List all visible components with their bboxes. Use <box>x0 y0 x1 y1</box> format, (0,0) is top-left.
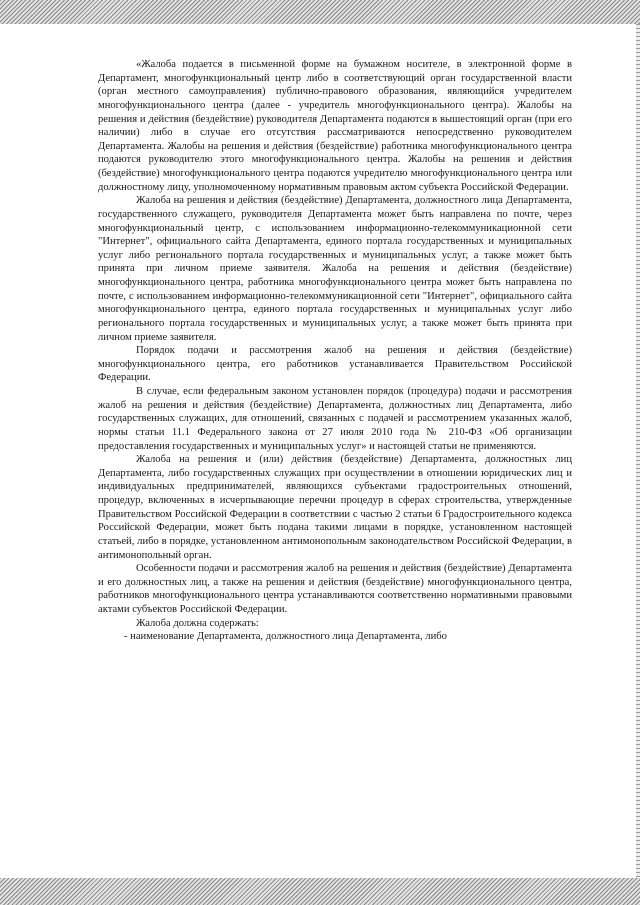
scan-edge-top <box>0 0 640 24</box>
paragraph-mfc-procedure: Порядок подачи и рассмотрения жалоб на решения и действия (бездействие) многофункционального центра, его работников устанавливается Правительством Российской Федерации. <box>98 345 572 384</box>
paragraph-urban-planning: Жалоба на решения и (или) действия (бездействие) Департамента, должностных лиц Департамента, либо государственных служащих при осуществлении в отношении юридических лиц и индивидуальных предпринимателей, являющихся субъектами градостроительных отношений, процедур, включенных в исчерпывающие перечни процедур в сферах строительства, утвержденные Правительством Российской Федерации в соответствии с частью 2 статьи 6 Градостроительного кодекса Российской Федерации, может быть подана такими лицами в порядке, установленном настоящей статьей, либо в порядке, установленном антимонопольным законодательством Российской Федерации, в антимонопольный орган. <box>98 454 572 561</box>
paragraph-special-rules: Особенности подачи и рассмотрения жалоб на решения и действия (бездействие) Департамента и его должностных лиц, а также на решения и действия (бездействие) многофункционального центра, работников многофункционального центра устанавливаются соответственно нормативными правовыми актами субъектов Российской Федерации. <box>98 563 572 615</box>
list-item: - наименование Департамента, должностного лица Департамента, либо <box>124 631 447 643</box>
paragraph-complaint-contents: Жалоба должна содержать: <box>136 617 259 629</box>
paragraph-federal-law: В случае, если федеральным законом установлен порядок (процедура) подачи и рассмотрения жалоб на решения и действия (бездействие) Департамента, должностных лиц Департамента, либо государственных служащих, для отношений, связанных с подачей и рассмотрением указанных жалоб, нормы статьи 11.1 Федерального закона от 27 июля 2010 года № 210-ФЗ «Об организации предоставления государственных и муниципальных услуг» и настоящей статьи не применяются. <box>98 386 572 452</box>
document-body <box>98 58 572 644</box>
scan-edge-bottom <box>0 878 640 905</box>
paragraph-complaint-channels: Жалоба на решения и действия (бездействие) Департамента, должностного лица Департамента, государственного служащего, руководителя Департамента может быть направлена по почте, через многофункциональный центр, с использованием информационно-телекоммуникационной сети "Интернет", официального сайта Департамента, единого портала государственных и муниципальных услуг либо регионального портала государственных и муниципальных услуг, а также может быть принята при личном приеме заявителя. Жалоба на решения и действия (бездействие) многофункционального центра, работника многофункционального центра может быть направлена по почте, с использованием информационно-телекоммуникационной сети "Интернет", официального сайта многофункционального центра, единого портала государственных и муниципальных услуг либо регионального портала государственных и муниципальных услуг, а также может быть принята при личном приеме заявителя. <box>98 195 572 343</box>
paragraph-complaint-form: «Жалоба подается в письменной форме на бумажном носителе, в электронной форме в Департамент, многофункциональный центр либо в соответствующий орган государственной власти (орган местного самоуправления) публично-правового образования, являющийся учредителем многофункционального центра (далее - учредитель многофункционального центра). Жалобы на решения и действия (бездействие) руководителя Департамента подаются в вышестоящий орган (при его наличии) либо в случае его отсутствия рассматриваются непосредственно руководителем Департамента. Жалобы на решения и действия (бездействие) работника многофункционального центра подаются руководителю этого многофункционального центра. Жалобы на решения и действия (бездействие) многофункционального центра подаются учредителю многофункционального центра или должностному лицу, уполномоченному нормативным правовым актом субъекта Российской Федерации. <box>98 59 572 193</box>
scan-edge-right <box>636 24 640 878</box>
